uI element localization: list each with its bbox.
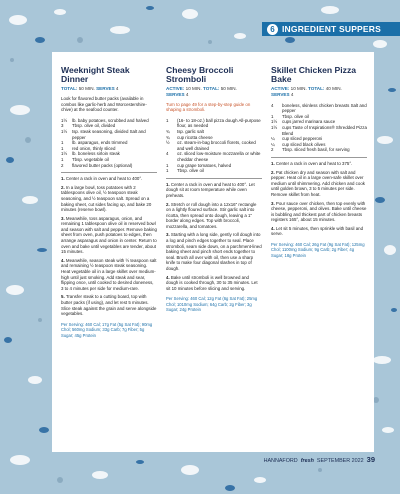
ingredient-text: Tbsp. olive oil, divided xyxy=(72,123,116,129)
step-text: Pat chicken dry and season with salt and pepper. Heat oil in a large oven-safe skillet over medium until shimmering. Add chicken and cook until golden brown, 3 to 5 minutes per side. Remove skillet from heat. xyxy=(271,169,365,197)
meta-label: SERVES xyxy=(271,92,290,97)
meta-label: SERVES xyxy=(166,92,185,97)
meta-value: 50 MIN. xyxy=(220,86,237,92)
ingredient-item xyxy=(271,125,367,136)
meta-value: 50 MIN. xyxy=(78,86,95,92)
ingredient-text: cups Taste of Inspirations® Shredded Pizza Blend xyxy=(282,124,367,136)
section-banner xyxy=(262,22,400,36)
ingredient-qty: 1 xyxy=(166,162,169,168)
step-text: Meanwhile, toss asparagus, onion, and remaining 1 tablespoon olive oil in reserved bowl and season with salt and pepper. Remove baking sheet from oven, push potatoes to edges, then arrange asparagus and onion in center. Return to oven and bake until vegetables are tender, about 15 minutes. xyxy=(61,215,157,255)
page-footer xyxy=(264,455,375,464)
step-text: Bake until stromboli is well browned and dough is cooked through, 30 to 35 minutes. Let sit 10 minutes before slicing and serving. xyxy=(166,274,258,291)
ingredient-item xyxy=(271,147,367,153)
method-step xyxy=(271,226,367,237)
banner-number-badge: 6 xyxy=(267,24,278,35)
nutrition-info: Per Serving: 460 Cal; 12g Fat (6g Sat Fat); 25mg Chol; 1010mg Sodium; 64g Carb; 2g Fiber; 3g Sugar; 24g Protein xyxy=(166,296,258,313)
meta-value: 10 MIN. xyxy=(185,86,202,92)
ingredient-text: (16- to 18-oz.) ball pizza dough All-purpose flour, as needed xyxy=(177,117,261,129)
ingredient-text: Tbsp. vegetable oil xyxy=(72,156,109,162)
ingredient-item xyxy=(166,168,262,174)
banner-title: INGREDIENT SUPPERS xyxy=(282,24,382,34)
ingredient-text: boneless, skinless chicken breasts Salt and pepper xyxy=(282,102,367,114)
meta-label: TOTAL: xyxy=(61,86,78,92)
ingredient-item xyxy=(166,151,262,162)
ingredient-item xyxy=(166,118,262,129)
ingredient-item xyxy=(61,129,157,140)
method-step xyxy=(271,161,367,167)
step-text: Pour sauce over chicken, then top evenly with cheese, pepperoni, and olives. Bake until cheese is bubbling and thickest part of chicken breasts registers 165°, about 15 minutes. xyxy=(271,200,367,223)
ingredient-qty: 1 xyxy=(271,113,274,119)
ingredient-qty: ¾ xyxy=(166,128,170,134)
meta-value: 40 MIN. xyxy=(325,86,342,92)
ingredient-text: Tbsp. olive oil xyxy=(282,113,309,119)
recipe-card xyxy=(52,52,374,452)
method-step xyxy=(166,232,262,271)
divider xyxy=(271,157,367,158)
method-step xyxy=(61,294,157,316)
meta-label: SERVES xyxy=(96,86,115,92)
ingredient-qty: 1 xyxy=(166,168,169,174)
step-text: Meanwhile, season steak with ½ teaspoon salt and remaining ½ teaspoon steak seasoning. Heat vegetable oil in a large skillet over medium-high until just smoking. Add steak and sear, flipping once, until cooked to desired doneness, 3 to 4 minutes per side for medium-rare. xyxy=(61,257,157,291)
ingredient-qty: 4 xyxy=(166,151,169,157)
ingredient-qty: 2 xyxy=(271,147,274,153)
method-step xyxy=(271,201,367,223)
step-text: Center a rack in oven and heat to 400°. Let dough sit at room temperature while oven preheats. xyxy=(166,181,255,198)
meta-value: 4 xyxy=(115,86,119,92)
step-number: 2. xyxy=(61,184,65,190)
meta-label: TOTAL: xyxy=(203,86,220,92)
ingredient-text: cup sliced black olives xyxy=(282,141,326,147)
footer-issue: SEPTEMBER 2022 xyxy=(316,458,364,464)
method-step xyxy=(271,170,367,198)
step-number: 1. xyxy=(271,160,275,166)
step-number: 4. xyxy=(61,257,65,263)
ingredient-text: Tbsp. sliced fresh basil, for serving xyxy=(282,147,350,153)
method-step xyxy=(61,176,157,182)
step-text: In a large bowl, toss potatoes with 2 tablespoons olive oil, ½ teaspoon steak seasoning, and ½ teaspoon salt. Spread on a baking sheet, cut sides facing up, and bake 20 minutes (reserve bowl). xyxy=(61,184,152,213)
meta-value: 10 MIN. xyxy=(290,86,307,92)
step-text: Center a rack in oven and heat to 400°. xyxy=(65,176,143,182)
meta-label: ACTIVE: xyxy=(166,86,185,92)
ingredient-text: cup sliced pepperoni xyxy=(282,136,323,142)
ingredient-qty: 1 xyxy=(61,140,64,146)
step-number: 4. xyxy=(271,225,275,231)
ingredient-qty: 3 xyxy=(61,123,64,129)
meta-value: 4 xyxy=(185,92,189,97)
ingredient-text: lb. baby potatoes, scrubbed and halved xyxy=(72,117,149,123)
footer-brand: HANNAFORD xyxy=(263,458,298,464)
ingredient-qty: 1½ xyxy=(61,117,68,123)
step-text: Stretch or roll dough into a 12x16" rectangle on a lightly floured surface. Stir garlic salt into ricotta, then spread onto dough, leaving a 1" border along edges. Top with broccoli, mozzarella, and tomatoes. xyxy=(166,201,257,229)
ingredient-text: cups jarred marinara sauce xyxy=(282,119,336,125)
ingredient-qty: 1½ xyxy=(271,124,278,130)
step-number: 5. xyxy=(61,294,65,300)
ingredient-text: tsp. steak seasoning, divided Salt and pepper xyxy=(72,128,146,140)
divider xyxy=(61,172,157,173)
step-number: 3. xyxy=(61,215,65,221)
step-number: 4. xyxy=(166,274,170,280)
ingredient-text: flavored butter packs (optional) xyxy=(72,162,133,168)
ingredient-text: oz. steam-in-bag broccoli florets, cooked and well drained xyxy=(177,140,256,151)
ingredient-qty: ¼ xyxy=(271,141,275,147)
ingredient-text: lb. asparagus, ends trimmed xyxy=(72,140,128,146)
step-text: Starting with a long side, gently roll dough into a log and pinch edges together to seal. Place stromboli, seam side down, on a parchment-lined baking sheet and pinch short ends together to seal. Brush all over with oil, then use a sharp knife to make four diagonal slashes in top of dough. xyxy=(166,232,262,272)
meta-value: 4 xyxy=(290,92,294,97)
ingredient-qty: 1 xyxy=(61,145,64,151)
method-step xyxy=(166,275,262,292)
recipe-stromboli xyxy=(166,66,262,313)
recipe-chicken-pizza-bake xyxy=(271,66,367,258)
ingredient-qty: 1½ xyxy=(61,128,68,134)
ingredient-qty: 1 xyxy=(166,117,169,123)
ingredient-text: cup ricotta cheese xyxy=(177,134,213,140)
recipe-meta xyxy=(61,86,157,92)
recipe-steak-dinner xyxy=(61,66,157,338)
ingredient-qty: ¼ xyxy=(271,136,275,142)
recipe-meta xyxy=(166,86,262,97)
page-number: 39 xyxy=(366,455,375,464)
recipe-title: Skillet Chicken Pizza Bake xyxy=(271,65,357,85)
ingredient-item xyxy=(271,103,367,114)
ingredient-list xyxy=(61,118,157,168)
ingredient-text: tsp. garlic salt xyxy=(177,128,204,134)
method-step xyxy=(61,216,157,255)
step-text: Center a rack in oven and heat to 375°. xyxy=(275,160,353,166)
method-step xyxy=(61,185,157,213)
recipe-title: Weeknight Steak Dinner xyxy=(61,65,130,85)
ingredient-item xyxy=(61,163,157,169)
method-step xyxy=(61,258,157,292)
ingredient-text: Tbsp. olive oil xyxy=(177,168,204,174)
step-number: 3. xyxy=(271,200,275,206)
recipe-title: Cheesy Broccoli Stromboli xyxy=(166,65,234,85)
ingredient-text: oz. sliced low-moisture mozzarella or white cheddar cheese xyxy=(177,151,261,162)
step-number: 2. xyxy=(166,201,170,207)
step-text: Transfer steak to a cutting board, top with butter packs (if using), and let rest 5 minutes. Slice steak against the grain and serve alongside vegetables. xyxy=(61,294,157,317)
ingredient-qty: ½ xyxy=(166,140,170,146)
step-number: 1. xyxy=(166,181,170,187)
ingredient-qty: 1½ xyxy=(61,151,68,157)
ingredient-qty: 1 xyxy=(61,156,64,162)
ingredient-text: cup grape tomatoes, halved xyxy=(177,162,232,168)
ingredient-qty: 2 xyxy=(61,162,64,168)
ingredient-text: red onion, thinly sliced xyxy=(72,145,116,151)
footer-magazine: fresh xyxy=(300,458,314,464)
ingredient-list xyxy=(271,103,367,153)
meta-label: ACTIVE: xyxy=(271,86,290,92)
divider xyxy=(166,178,262,179)
recipe-intro: Look for flavored butter packs (available in combos like garlic-herb and Worcestershire-chive) at the seafood counter. xyxy=(61,96,147,113)
recipe-meta xyxy=(271,86,367,97)
ingredient-qty: 4 xyxy=(271,102,274,108)
meta-label: TOTAL: xyxy=(308,86,325,92)
nutrition-info: Per Serving: 460 Cal; 26g Fat (9g Sat Fat); 125mg Chol; 1100mg Sodium; 9g Carb; 2g Fiber; 4g Sugar; 18g Protein xyxy=(271,242,365,258)
step-number: 3. xyxy=(166,232,170,238)
recipe-tip: Turn to page 49 for a step-by-step guide on shaping a stromboli. xyxy=(166,101,251,113)
step-number: 1. xyxy=(61,176,65,182)
ingredient-text: lb. boneless sirloin steak xyxy=(72,151,120,157)
ingredient-qty: 1½ xyxy=(271,119,278,125)
ingredient-qty: ¾ xyxy=(166,134,170,140)
step-text: Let sit 5 minutes, then sprinkle with basil and serve. xyxy=(271,225,364,237)
step-number: 2. xyxy=(271,169,275,175)
ingredient-item xyxy=(166,140,262,151)
method-step xyxy=(166,182,262,199)
method-step xyxy=(166,202,262,230)
nutrition-info: Per Serving: 460 Cal; 17g Fat (5g Sat Fat); 90mg Chol; 560mg Sodium; 33g Carb; 7g Fiber; 5g Sugar; 45g Protein xyxy=(61,321,153,338)
ingredient-list xyxy=(166,118,262,174)
